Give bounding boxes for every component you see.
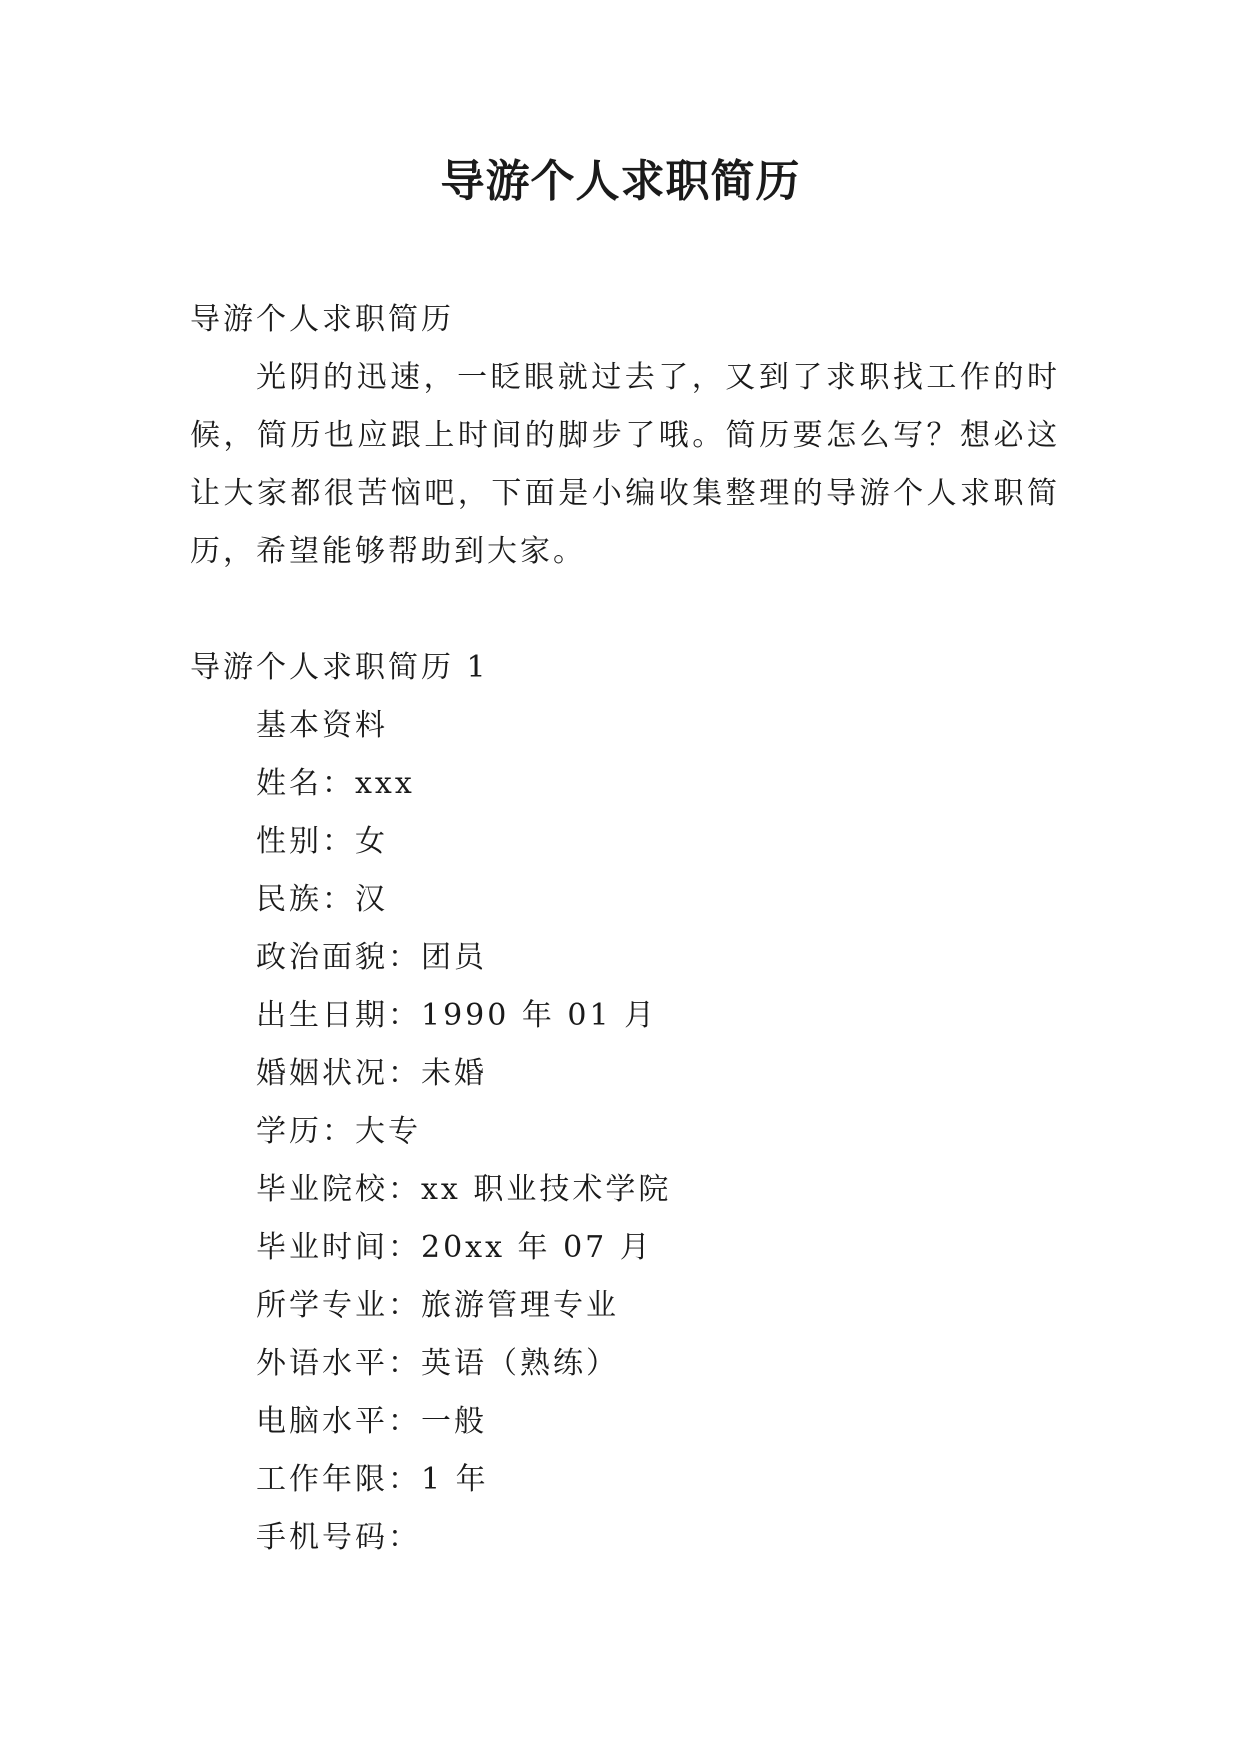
- basic-info-heading: 基本资料: [256, 708, 388, 743]
- field-work-years: 工作年限：1 年: [256, 1462, 489, 1497]
- section-spacer: [190, 581, 1060, 639]
- field-foreign-language: 外语水平：英语（熟练）: [256, 1346, 619, 1381]
- field-computer-skill: 电脑水平：一般: [256, 1404, 487, 1439]
- section-heading: 导游个人求职简历 1: [190, 650, 489, 685]
- field-phone: 手机号码：: [256, 1520, 421, 1555]
- intro-paragraph: 光阴的迅速，一眨眼就过去了，又到了求职找工作的时候，简历也应跟上时间的脚步了哦。简历要怎么写？想必这让大家都很苦恼吧，下面是小编收集整理的导游个人求职简历，希望能够帮助到大家。: [190, 360, 1060, 569]
- field-ethnicity: 民族：汉: [256, 882, 388, 917]
- field-marital-status: 婚姻状况：未婚: [256, 1056, 487, 1091]
- document-body: [190, 291, 1060, 1567]
- document-title: 导游个人求职简历: [440, 156, 801, 207]
- field-gender: 性别：女: [256, 824, 388, 859]
- field-major: 所学专业：旅游管理专业: [256, 1288, 619, 1323]
- field-education: 学历：大专: [256, 1114, 421, 1149]
- field-political-status: 政治面貌：团员: [256, 940, 487, 975]
- field-school: 毕业院校：xx 职业技术学院: [256, 1172, 672, 1207]
- field-graduation-time: 毕业时间：20xx 年 07 月: [256, 1230, 653, 1265]
- intro-heading: 导游个人求职简历: [190, 302, 454, 337]
- field-birth-date: 出生日期：1990 年 01 月: [256, 998, 658, 1033]
- field-name: 姓名：xxx: [256, 766, 415, 801]
